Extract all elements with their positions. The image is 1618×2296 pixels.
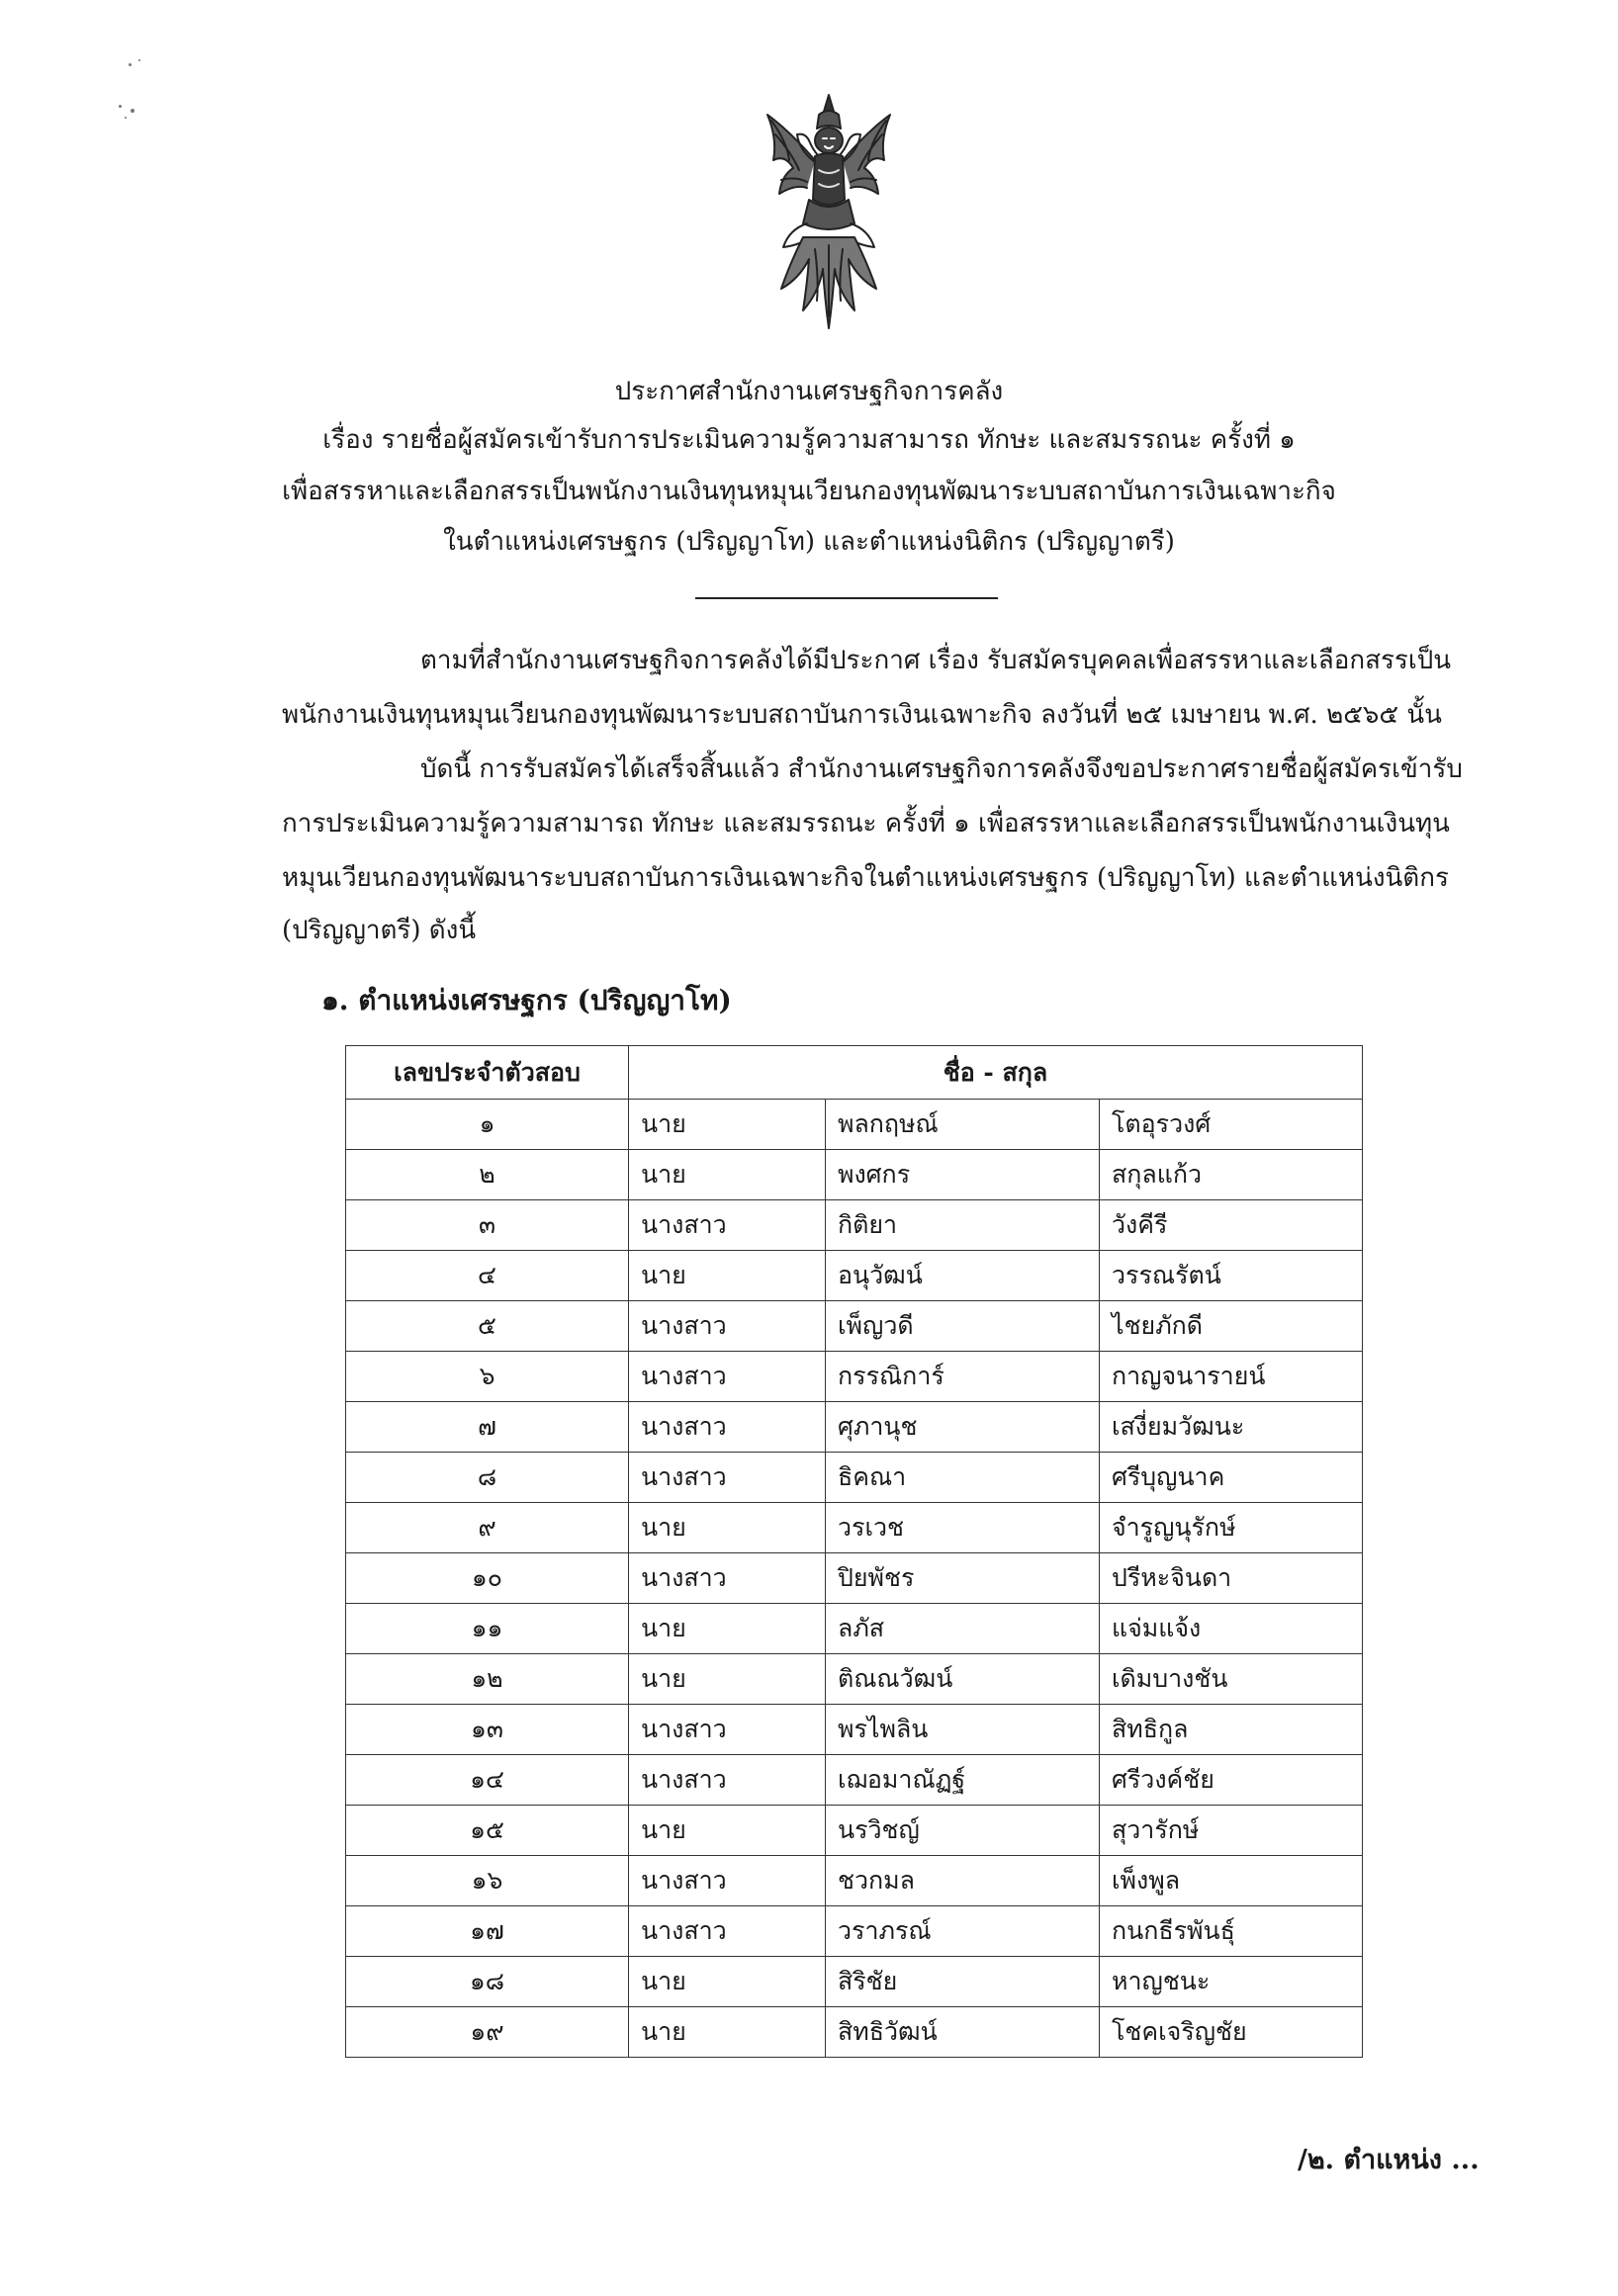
cell-first-name: วราภรณ์ [826,1906,1100,1957]
cell-name-title: นางสาว [629,1755,826,1806]
cell-exam-id: ๑๓ [346,1705,629,1755]
garuda-emblem [760,91,898,338]
paragraph2-line3: หมุนเวียนกองทุนพัฒนาระบบสถาบันการเงินเฉพาะกิจในตำแหน่งเศรษฐกร (ปริญญาโท) และตำแหน่งนิติกร [282,863,1449,893]
header-full-name: ชื่อ - สกุล [629,1046,1363,1100]
cell-name-title: นาย [629,1654,826,1705]
announcement-subject: เรื่อง รายชื่อผู้สมัครเข้ารับการประเมินความรู้ความสามารถ ทักษะ และสมรรถนะ ครั้งที่ ๑ [322,425,1296,455]
cell-first-name: พลกฤษณ์ [826,1100,1100,1150]
candidate-table [345,1045,1363,2058]
cell-exam-id: ๑๐ [346,1553,629,1604]
cell-first-name: เพ็ญวดี [826,1301,1100,1352]
cell-last-name: สุวารักษ์ [1100,1806,1363,1856]
table-row [346,1906,1363,1957]
cell-exam-id: ๓ [346,1200,629,1251]
table-row [346,1856,1363,1906]
table-row [346,1352,1363,1402]
cell-exam-id: ๑๘ [346,1957,629,2007]
table-row [346,1806,1363,1856]
cell-exam-id: ๑๑ [346,1604,629,1654]
scan-specks [117,57,176,127]
table-row [346,1503,1363,1553]
table-row [346,1553,1363,1604]
table-row [346,1957,1363,2007]
cell-first-name: ติณณวัฒน์ [826,1654,1100,1705]
cell-first-name: เฌอมาณัฏฐ์ [826,1755,1100,1806]
announcement-subject-line3: ในตำแหน่งเศรษฐกร (ปริญญาโท) และตำแหน่งนิติกร (ปริญญาตรี) [443,527,1175,557]
cell-exam-id: ๑๕ [346,1806,629,1856]
paragraph2-line2: การประเมินความรู้ความสามารถ ทักษะ และสมรรถนะ ครั้งที่ ๑ เพื่อสรรหาและเลือกสรรเป็นพนักงานเงินทุน [282,809,1450,839]
cell-name-title: นาย [629,1957,826,2007]
cell-last-name: เดิมบางชัน [1100,1654,1363,1705]
cell-name-title: นาย [629,1251,826,1301]
cell-name-title: นางสาว [629,1705,826,1755]
table-row [346,2007,1363,2058]
cell-last-name: จำรูญนุรักษ์ [1100,1503,1363,1553]
cell-name-title: นาย [629,1806,826,1856]
cell-last-name: โชคเจริญชัย [1100,2007,1363,2058]
cell-last-name: กนกธีรพันธุ์ [1100,1906,1363,1957]
cell-exam-id: ๔ [346,1251,629,1301]
cell-exam-id: ๑๒ [346,1654,629,1705]
table-row [346,1402,1363,1453]
table-row [346,1100,1363,1150]
table-row [346,1755,1363,1806]
table-header-row [346,1046,1363,1100]
paragraph1-line2: พนักงานเงินทุนหมุนเวียนกองทุนพัฒนาระบบสถาบันการเงินเฉพาะกิจ ลงวันที่ ๒๕ เมษายน พ.ศ. ๒๕๖๕ นั้น [282,700,1442,730]
cell-name-title: นางสาว [629,1301,826,1352]
cell-first-name: ธิคณา [826,1453,1100,1503]
cell-first-name: กรรณิการ์ [826,1352,1100,1402]
paragraph2-line4: (ปริญญาตรี) ดังนี้ [282,916,477,945]
header-exam-id: เลขประจำตัวสอบ [346,1046,629,1100]
cell-exam-id: ๑๔ [346,1755,629,1806]
table-row [346,1705,1363,1755]
cell-first-name: นรวิชญ์ [826,1806,1100,1856]
table-row [346,1251,1363,1301]
cell-name-title: นาย [629,1503,826,1553]
table-row [346,1453,1363,1503]
cell-name-title: นางสาว [629,1402,826,1453]
cell-first-name: อนุวัฒน์ [826,1251,1100,1301]
cell-name-title: นางสาว [629,1200,826,1251]
cell-name-title: นางสาว [629,1906,826,1957]
cell-exam-id: ๗ [346,1402,629,1453]
announcement-subject-line2: เพื่อสรรหาและเลือกสรรเป็นพนักงานเงินทุนหมุนเวียนกองทุนพัฒนาระบบสถาบันการเงินเฉพาะกิจ [282,477,1336,506]
table-row [346,1604,1363,1654]
cell-last-name: ไชยภักดี [1100,1301,1363,1352]
cell-last-name: โตอุรวงศ์ [1100,1100,1363,1150]
cell-first-name: สิทธิวัฒน์ [826,2007,1100,2058]
cell-exam-id: ๘ [346,1453,629,1503]
cell-last-name: แจ่มแจ้ง [1100,1604,1363,1654]
cell-exam-id: ๑ [346,1100,629,1150]
cell-first-name: พรไพลิน [826,1705,1100,1755]
cell-name-title: นางสาว [629,1553,826,1604]
cell-name-title: นาย [629,2007,826,2058]
cell-last-name: สิทธิกูล [1100,1705,1363,1755]
cell-first-name: ศุภานุช [826,1402,1100,1453]
section1-title: ๑. ตำแหน่งเศรษฐกร (ปริญญาโท) [321,984,732,1016]
paragraph2-line1: บัดนี้ การรับสมัครได้เสร็จสิ้นแล้ว สำนักงานเศรษฐกิจการคลังจึงขอประกาศรายชื่อผู้สมัครเข้ารับ [420,754,1463,784]
cell-last-name: สกุลแก้ว [1100,1150,1363,1200]
cell-last-name: เพ็งพูล [1100,1856,1363,1906]
announcement-title: ประกาศสำนักงานเศรษฐกิจการคลัง [614,377,1004,406]
cell-name-title: นางสาว [629,1856,826,1906]
cell-first-name: กิติยา [826,1200,1100,1251]
cell-first-name: ลภัส [826,1604,1100,1654]
cell-first-name: สิริชัย [826,1957,1100,2007]
cell-exam-id: ๑๖ [346,1856,629,1906]
paragraph1-line1: ตามที่สำนักงานเศรษฐกิจการคลังได้มีประกาศ เรื่อง รับสมัครบุคคลเพื่อสรรหาและเลือกสรรเป็น [420,646,1452,675]
cell-exam-id: ๙ [346,1503,629,1553]
table-body [346,1100,1363,2058]
table-row [346,1301,1363,1352]
table-row [346,1150,1363,1200]
cell-name-title: นาย [629,1150,826,1200]
cell-first-name: ชวกมล [826,1856,1100,1906]
continuation-note: /๒. ตำแหน่ง ... [1298,2145,1480,2175]
cell-last-name: กาญจนารายน์ [1100,1352,1363,1402]
cell-exam-id: ๑๙ [346,2007,629,2058]
cell-first-name: ปิยพัชร [826,1553,1100,1604]
cell-first-name: พงศกร [826,1150,1100,1200]
cell-last-name: ปรีหะจินดา [1100,1553,1363,1604]
cell-name-title: นางสาว [629,1453,826,1503]
table-row [346,1200,1363,1251]
heading-divider [695,597,998,599]
cell-last-name: วังคีรี [1100,1200,1363,1251]
cell-last-name: ศรีวงค์ชัย [1100,1755,1363,1806]
table-row [346,1654,1363,1705]
cell-exam-id: ๕ [346,1301,629,1352]
cell-last-name: วรรณรัตน์ [1100,1251,1363,1301]
cell-last-name: ศรีบุญนาค [1100,1453,1363,1503]
cell-last-name: เสงี่ยมวัฒนะ [1100,1402,1363,1453]
cell-name-title: นาย [629,1604,826,1654]
cell-exam-id: ๖ [346,1352,629,1402]
cell-name-title: นางสาว [629,1352,826,1402]
cell-name-title: นาย [629,1100,826,1150]
cell-last-name: หาญชนะ [1100,1957,1363,2007]
cell-exam-id: ๒ [346,1150,629,1200]
cell-first-name: วรเวช [826,1503,1100,1553]
cell-exam-id: ๑๗ [346,1906,629,1957]
